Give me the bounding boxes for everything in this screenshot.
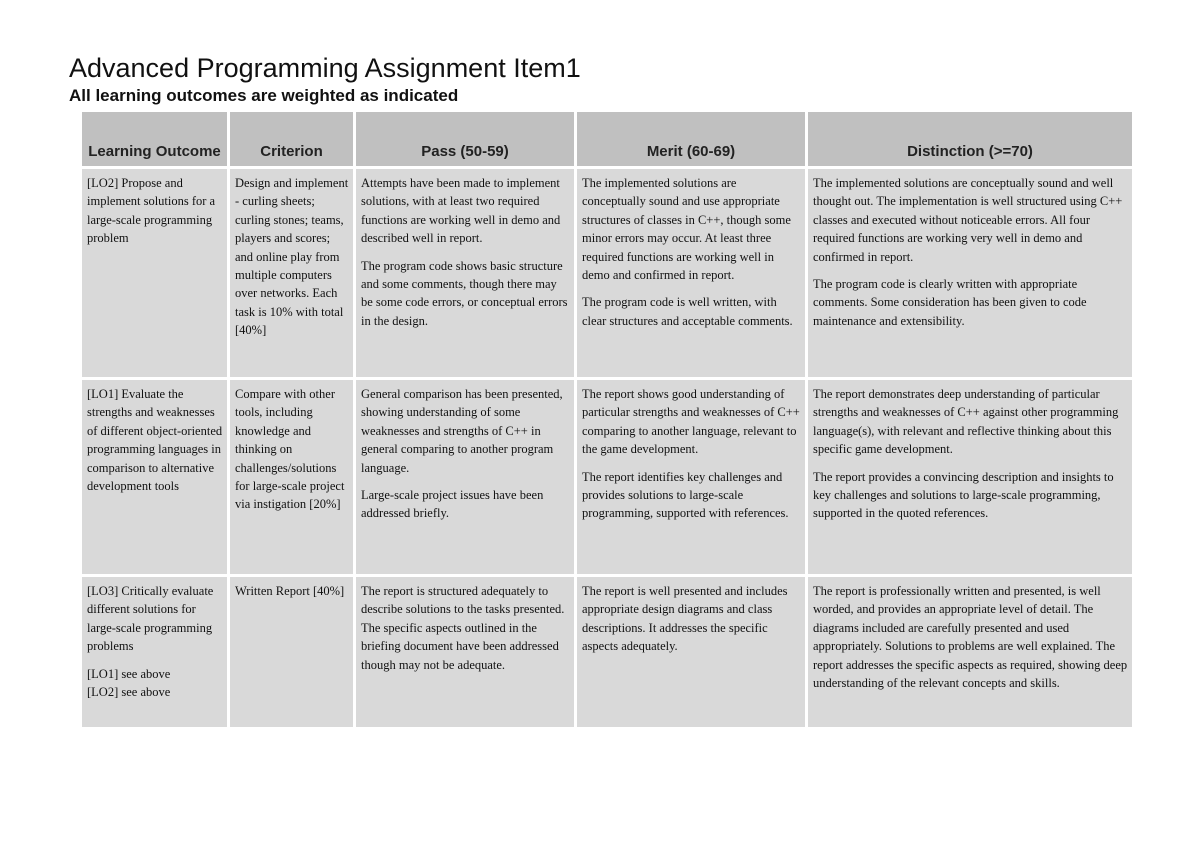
cell-text: [LO1] see above [LO2] see above [87,666,171,700]
cell-criterion [230,577,353,727]
cell-text: Large-scale project issues have been addressed briefly. [361,488,544,521]
cell-text: Design and implement - curling sheets; curling stones; teams, players and scores; and online play from multiple computers over networks. Each task is 10% with total [40%] [235,176,349,338]
cell-pass [356,380,574,574]
cell-text: Compare with other tools, including knowledge and thinking on challenges/solutions for large-scale project via instigation [20%] [235,387,345,512]
cell-pass [356,577,574,727]
cell-text: The report provides a convincing description and insights to key challenges and solutions to large-scale programming, supported in the quoted references. [813,469,1114,521]
cell-text: The report is well presented and includes appropriate design diagrams and class descriptions. It addresses the specific aspects adequately. [582,584,788,654]
cell-outcome [82,169,227,377]
cell-outcome [82,577,227,727]
table-row [82,380,1132,574]
document-subtitle: All learning outcomes are weighted as indicated [69,86,459,105]
cell-text: [LO3] Critically evaluate different solutions for large-scale programming problems [87,584,214,654]
cell-text: The program code is clearly written with appropriate comments. Some consideration has been given to code maintenance and extensibility. [813,277,1087,328]
cell-text: The implemented solutions are conceptually sound and use appropriate structures of classes in C++, though some minor errors may occur. At least three required functions are working well in demo and confirmed in report. [582,176,791,283]
cell-text: The report demonstrates deep understanding of particular strengths and weaknesses of C++ against other programming language(s), with relevant and reflective thinking about this specific game development. [813,387,1119,457]
cell-text: The report is structured adequately to describe solutions to the tasks presented. The specific aspects outlined in the briefing document have been addressed though may not be adequate. [361,584,565,672]
table-row [82,577,1132,727]
cell-outcome [82,380,227,574]
cell-text: Written Report [40%] [235,584,345,598]
table-row [82,169,1132,377]
cell-distinction [808,380,1132,574]
cell-distinction [808,169,1132,377]
cell-text: The program code is well written, with clear structures and acceptable comments. [582,295,793,328]
header-merit: Merit (60-69) [577,112,805,166]
header-distinction: Distinction (>=70) [808,112,1132,166]
cell-text: The program code shows basic structure and some comments, though there may be some code errors, or conceptual errors in the design. [361,258,568,328]
cell-text: The report is professionally written and presented, is well worded, and provides an appropriate level of detail. The diagrams included are carefully presented and used appropriately. Solutions to problems are well explained. The report addresses the specific aspects as required, showing deep understanding of the relevant concepts and skills. [813,584,1128,691]
cell-merit [577,577,805,727]
cell-criterion [230,380,353,574]
cell-text: Attempts have been made to implement solutions, with at least two required functions are working well in demo and described well in report. [361,176,561,246]
cell-criterion [230,169,353,377]
cell-text: [LO1] Evaluate the strengths and weaknesses of different object-oriented programming languages in comparison to alternative development tools [87,387,223,494]
header-pass: Pass (50-59) [356,112,574,166]
cell-merit [577,169,805,377]
cell-pass [356,169,574,377]
cell-text: General comparison has been presented, showing understanding of some weaknesses and strengths of C++ in general comparing to another program language. [361,387,563,475]
cell-distinction [808,577,1132,727]
cell-text: The report shows good understanding of particular strengths and weaknesses of C++ comparing to another language, relevant to the game development. [582,387,800,457]
header-criterion: Criterion [230,112,353,166]
cell-merit [577,380,805,574]
document-title: Advanced Programming Assignment Item1 [69,53,581,83]
cell-text: [LO2] Propose and implement solutions for a large-scale programming problem [87,176,216,246]
header-learning-outcome: Learning Outcome [82,112,227,166]
table-header-row [82,112,1132,166]
cell-text: The report identifies key challenges and provides solutions to large-scale programming, supported with references. [582,469,789,521]
cell-text: The implemented solutions are conceptually sound and well thought out. The implementation is well structured using C++ classes and executed without noticeable errors. All four required functions are working very well in demo and confirmed in report. [813,176,1123,264]
assessment-rubric-table [79,109,1135,730]
